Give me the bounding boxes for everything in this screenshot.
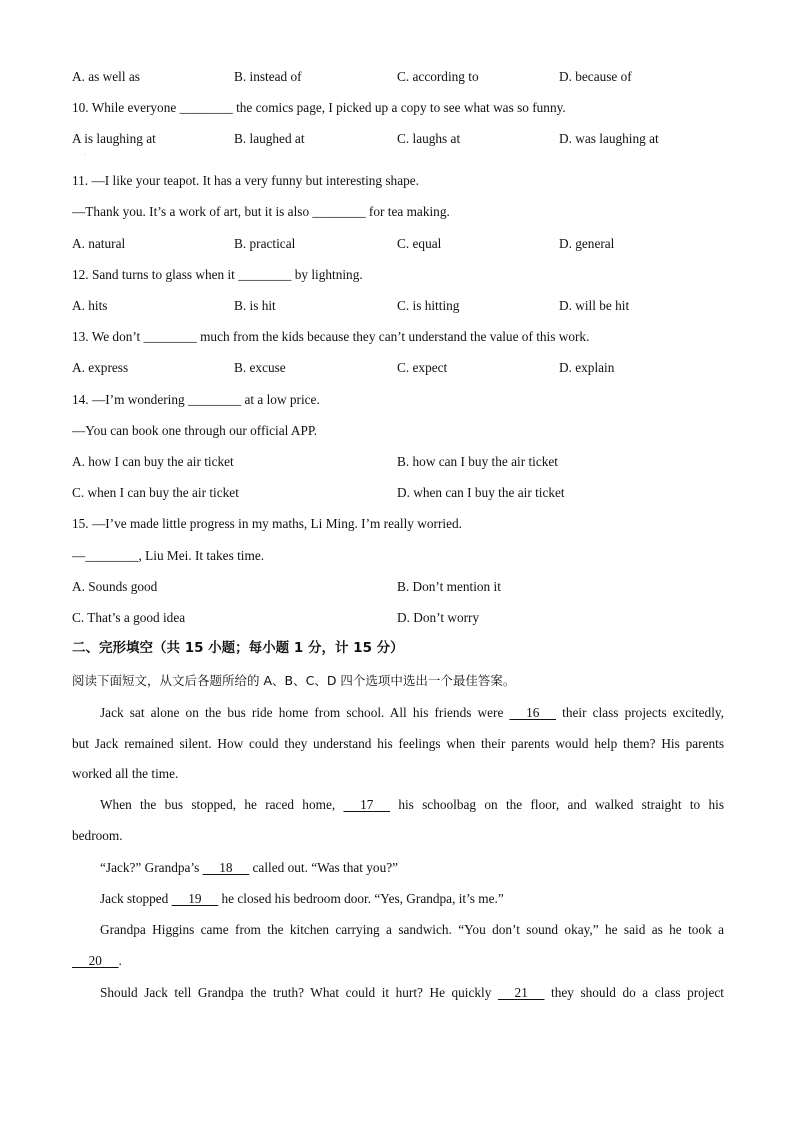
q12-option-d: D. will be hit bbox=[559, 298, 630, 313]
q14-option-a: A. how I can buy the air ticket bbox=[72, 454, 234, 469]
q13-option-b: B. excuse bbox=[234, 360, 286, 375]
q14-stem-1: 14. —I’m wondering ________ at a low price. bbox=[72, 392, 320, 407]
q14-options-row-1 bbox=[72, 454, 732, 470]
section-2-title: 二、完形填空（共 15 小题；每小题 1 分，计 15 分） bbox=[72, 640, 404, 656]
q11-options bbox=[72, 236, 732, 252]
q12-option-a: A. hits bbox=[72, 298, 108, 313]
passage-text: When the bus stopped, he raced home, bbox=[100, 797, 344, 812]
q9-option-d: D. because of bbox=[559, 69, 632, 84]
q15-stem-1: 15. —I’ve made little progress in my maths, Li Ming. I’m really worried. bbox=[72, 516, 462, 531]
q14-options-row-2 bbox=[72, 485, 732, 501]
q14-option-b: B. how can I buy the air ticket bbox=[397, 454, 558, 469]
q14-stem-2: —You can book one through our official APP. bbox=[72, 423, 318, 438]
q11-stem-1: 11. —I like your teapot. It has a very funny but interesting shape. bbox=[72, 173, 419, 188]
q9-option-a: A. as well as bbox=[72, 69, 140, 84]
q11-option-a: A. natural bbox=[72, 236, 126, 251]
blank-18: 18 bbox=[202, 860, 250, 875]
q15-option-b: B. Don’t mention it bbox=[397, 579, 501, 594]
q11-option-b: B. practical bbox=[234, 236, 296, 251]
q14-option-c: C. when I can buy the air ticket bbox=[72, 485, 239, 500]
passage-p4 bbox=[72, 891, 724, 907]
q13-option-a: A. express bbox=[72, 360, 129, 375]
passage-text: Should Jack tell Grandpa the truth? What could it hurt? He quickly bbox=[100, 985, 498, 1000]
q9-options bbox=[72, 69, 732, 85]
q13-stem: 13. We don’t ________ much from the kids because they can’t understand the value of this work. bbox=[72, 329, 590, 344]
q12-option-b: B. is hit bbox=[234, 298, 276, 313]
passage-text: he closed his bedroom door. “Yes, Grandpa, it’s me.” bbox=[218, 891, 504, 906]
section-2-instruction: 阅读下面短文，从文后各题所给的 A、B、C、D 四个选项中选出一个最佳答案。 bbox=[72, 673, 516, 688]
q15-option-a: A. Sounds good bbox=[72, 579, 158, 594]
passage-text: “Jack?” Grandpa’s bbox=[100, 860, 203, 875]
passage-p1-line-1 bbox=[72, 705, 724, 721]
blank-21: 21 bbox=[497, 985, 545, 1000]
q10-option-d: D. was laughing at bbox=[559, 131, 659, 146]
q15-stem-2 bbox=[72, 548, 264, 564]
q11-stem-2: —Thank you. It’s a work of art, but it is also ________ for tea making. bbox=[72, 204, 450, 219]
q10-options bbox=[72, 131, 732, 147]
blank-16: 16 bbox=[509, 705, 557, 720]
stray-dot: · bbox=[84, 152, 86, 158]
passage-text: his schoolbag on the floor, and walked straight to his bbox=[390, 797, 724, 812]
q15-option-d: D. Don’t worry bbox=[397, 610, 480, 625]
q13-option-d: D. explain bbox=[559, 360, 615, 375]
passage-p2-line-2: bedroom. bbox=[72, 828, 123, 843]
q14-option-d: D. when can I buy the air ticket bbox=[397, 485, 565, 500]
passage-text: Jack sat alone on the bus ride home from school. All his friends were bbox=[100, 705, 510, 720]
q9-option-b: B. instead of bbox=[234, 69, 302, 84]
blank-17: 17 bbox=[343, 797, 391, 812]
q12-stem: 12. Sand turns to glass when it ________ by lightning. bbox=[72, 267, 363, 282]
passage-text: they should do a class project bbox=[544, 985, 725, 1000]
q12-option-c: C. is hitting bbox=[397, 298, 460, 313]
q15-option-c: C. That’s a good idea bbox=[72, 610, 186, 625]
q10-option-c: C. laughs at bbox=[397, 131, 461, 146]
q9-option-c: C. according to bbox=[397, 69, 479, 84]
passage-p6-line-1 bbox=[72, 985, 724, 1001]
passage-p5-line-2 bbox=[72, 953, 724, 969]
q15-options-row-1 bbox=[72, 579, 732, 595]
passage-text: their class projects excitedly, bbox=[556, 705, 724, 720]
q15-stem-2-rest: , Liu Mei. It takes time. bbox=[138, 548, 265, 563]
passage-p5-line-1: Grandpa Higgins came from the kitchen carrying a sandwich. “You don’t sound okay,” he said as he took a bbox=[100, 922, 724, 937]
q11-option-c: C. equal bbox=[397, 236, 442, 251]
q13-options bbox=[72, 360, 732, 376]
q11-option-d: D. general bbox=[559, 236, 615, 251]
passage-p2-line-1 bbox=[72, 797, 724, 813]
blank-19: 19 bbox=[171, 891, 219, 906]
q15-options-row-2 bbox=[72, 610, 732, 626]
passage-p3 bbox=[72, 860, 724, 876]
passage-text: Jack stopped bbox=[100, 891, 172, 906]
passage-text: . bbox=[118, 953, 122, 968]
passage-p1-line-2: but Jack remained silent. How could they understand his feelings when their parents would help them? His parents bbox=[72, 736, 724, 751]
passage-p1-line-3: worked all the time. bbox=[72, 766, 179, 781]
q10-stem: 10. While everyone ________ the comics page, I picked up a copy to see what was so funny. bbox=[72, 100, 566, 115]
passage-text: called out. “Was that you?” bbox=[249, 860, 399, 875]
q12-options bbox=[72, 298, 732, 314]
q10-option-b: B. laughed at bbox=[234, 131, 305, 146]
q10-option-a: A is laughing at bbox=[72, 131, 156, 146]
blank-20: 20 bbox=[72, 953, 119, 968]
q13-option-c: C. expect bbox=[397, 360, 448, 375]
q15-blank: —________ bbox=[72, 548, 139, 563]
